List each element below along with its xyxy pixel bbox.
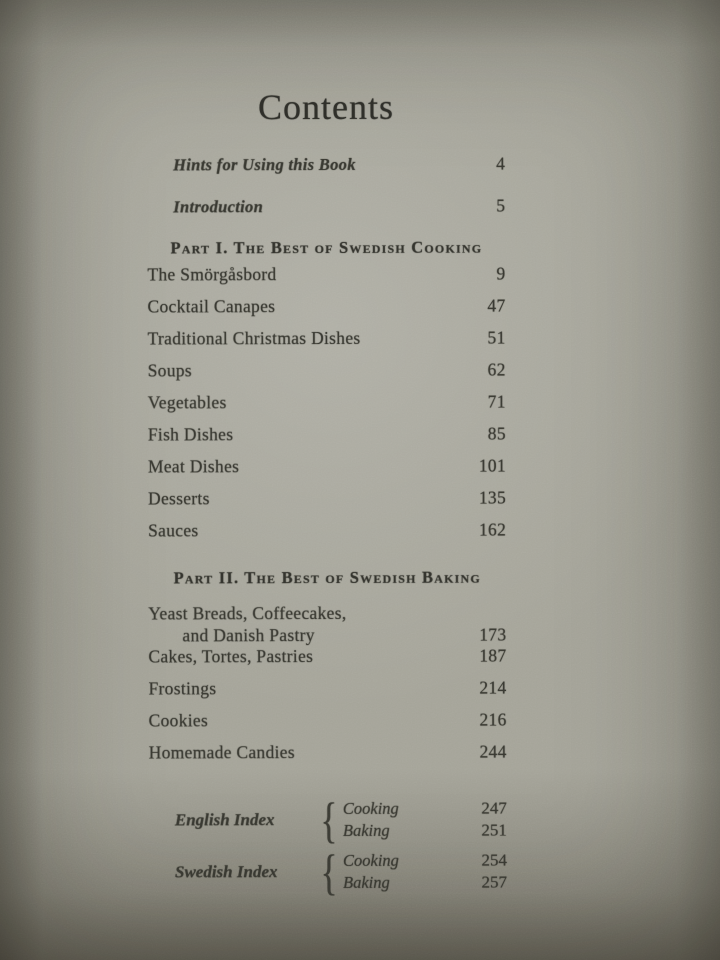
toc-entry-introduction bbox=[147, 196, 505, 223]
toc-entry-cookies bbox=[149, 710, 507, 743]
toc-entry-label: Meat Dishes bbox=[147, 456, 240, 477]
toc-entry-label: Cakes, Tortes, Pastries bbox=[148, 646, 314, 667]
toc-entry-label: Homemade Candies bbox=[148, 742, 295, 763]
part-2-heading: Part II. The Best of Swedish Baking bbox=[173, 567, 481, 588]
toc-entry-frostings bbox=[148, 678, 506, 711]
toc-entry-cakes-tortes bbox=[148, 646, 506, 679]
toc-entry-page: 187 bbox=[479, 645, 507, 666]
toc-entry-homemade-candies bbox=[149, 742, 507, 775]
toc-entry-page: 101 bbox=[478, 455, 506, 476]
page-title: Contents bbox=[257, 86, 395, 128]
toc-entry-label: Frostings bbox=[148, 678, 217, 699]
part-1-heading: Part I. The Best of Swedish Cooking bbox=[170, 237, 483, 258]
toc-entry-label: Fish Dishes bbox=[147, 424, 234, 445]
toc-entry-page: 5 bbox=[496, 195, 506, 216]
toc-entry-smorgasbord bbox=[147, 264, 505, 297]
english-index-group bbox=[149, 791, 507, 849]
toc-entry-hints bbox=[147, 154, 505, 181]
index-entry-label: Baking bbox=[343, 872, 390, 892]
index-label: English Index bbox=[174, 810, 275, 830]
toc-entry-page: 162 bbox=[478, 519, 507, 540]
index-entry-page: 251 bbox=[481, 820, 507, 840]
toc-entry-label-line2: and Danish Pastry bbox=[182, 625, 315, 646]
toc-entry-page: 216 bbox=[479, 709, 507, 730]
toc-entry-label bbox=[148, 602, 346, 647]
toc-entry-page: 62 bbox=[487, 359, 506, 380]
index-brace: { bbox=[320, 843, 338, 901]
toc-entry-page: 244 bbox=[479, 741, 507, 762]
toc-entry-label: Traditional Christmas Dishes bbox=[147, 327, 361, 349]
toc-entry-label: The Smörgåsbord bbox=[147, 264, 277, 285]
index-entry-label: Cooking bbox=[342, 798, 399, 818]
toc-entry-soups bbox=[148, 360, 506, 393]
toc-entry-page: 214 bbox=[479, 677, 507, 698]
toc-entry-meat-dishes bbox=[148, 456, 506, 489]
toc-entry-page: 71 bbox=[487, 391, 506, 412]
toc-entry-fish-dishes bbox=[148, 424, 506, 457]
toc-entry-cocktail-canapes bbox=[147, 296, 505, 329]
toc-entry-page: 85 bbox=[487, 423, 506, 444]
toc-entry-label: Sauces bbox=[148, 520, 199, 541]
toc-entry-page: 173 bbox=[479, 624, 507, 645]
toc-entry-page: 9 bbox=[496, 263, 506, 284]
swedish-index-group bbox=[149, 843, 508, 901]
index-entry-page: 257 bbox=[481, 872, 508, 892]
index-brace: { bbox=[320, 791, 338, 849]
toc-entry-label: Cookies bbox=[148, 710, 209, 731]
toc-entry-page: 51 bbox=[487, 327, 506, 348]
toc-entry-sauces bbox=[148, 520, 506, 553]
index-pages bbox=[463, 798, 507, 842]
toc-entry-page: 47 bbox=[487, 295, 506, 316]
contents-page bbox=[147, 86, 508, 901]
toc-entry-page: 4 bbox=[496, 153, 506, 174]
toc-entry-christmas-dishes bbox=[148, 328, 506, 361]
index-label: Swedish Index bbox=[174, 862, 278, 882]
index-entry-label: Baking bbox=[342, 820, 390, 840]
index-entry-label: Cooking bbox=[342, 850, 399, 870]
index-entries bbox=[341, 798, 463, 842]
index-entry-page: 254 bbox=[481, 850, 507, 870]
index-entry-page: 247 bbox=[481, 798, 507, 818]
toc-entry-yeast-breads bbox=[148, 602, 506, 647]
toc-entry-label: Desserts bbox=[147, 488, 210, 509]
toc-entry-label: Soups bbox=[147, 360, 193, 381]
index-pages bbox=[463, 850, 507, 894]
toc-entry-label: Vegetables bbox=[147, 392, 227, 413]
toc-entry-label: Introduction bbox=[173, 197, 264, 217]
toc-entry-page: 135 bbox=[478, 487, 507, 508]
toc-entry-label: Cocktail Canapes bbox=[147, 296, 276, 317]
index-entries bbox=[341, 850, 463, 894]
toc-entry-label-line1: Yeast Breads, Coffeecakes, bbox=[148, 602, 347, 624]
toc-entry-desserts bbox=[148, 488, 506, 521]
toc-entry-vegetables bbox=[148, 392, 506, 425]
toc-entry-label: Hints for Using this Book bbox=[173, 154, 356, 175]
